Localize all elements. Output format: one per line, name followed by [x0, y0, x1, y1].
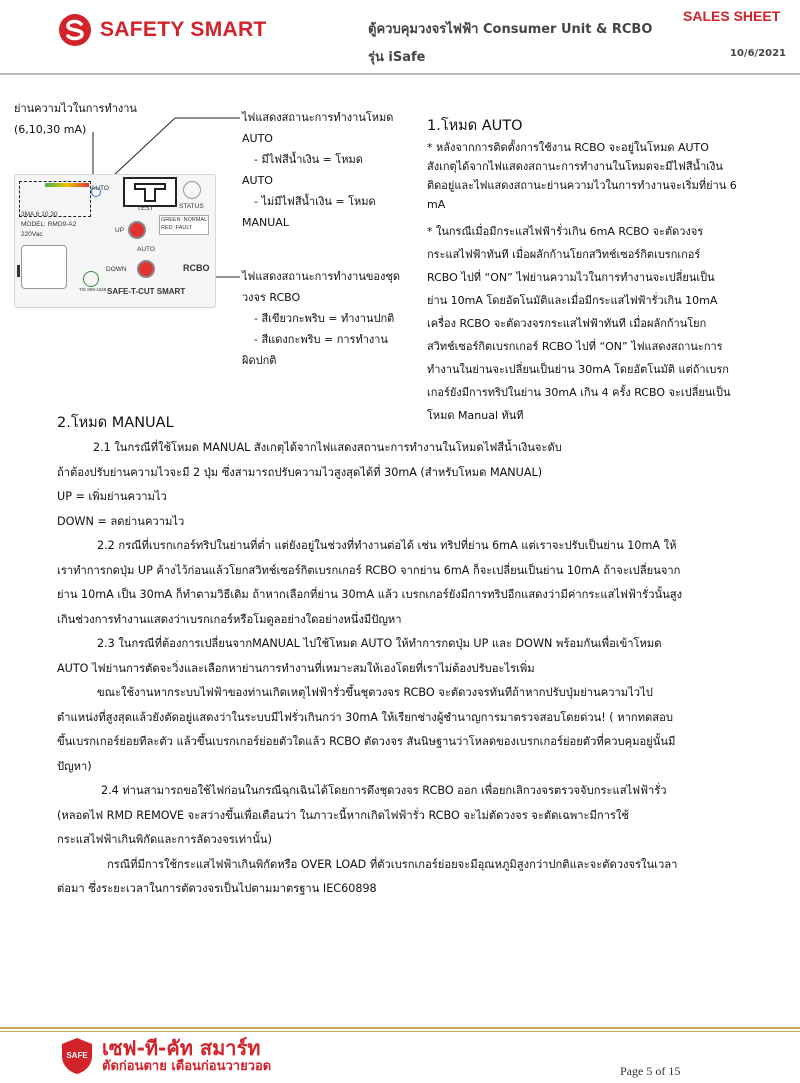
paragraph-line: UP = เพิ่มย่านความไว — [57, 490, 167, 503]
model-label: MODEL: RMD9-A2 — [21, 221, 77, 228]
up-button-icon — [128, 221, 146, 239]
down-button-icon — [137, 260, 155, 278]
paragraph-line: (หลอดไฟ RMD REMOVE จะสว่างขึ้นเพื่อเตือนว่า ในภาวะนี้หากเกิดไฟฟ้ารั่ว RCBO จะไม่ตัดวงจร จะตัดเฉพาะมีการใช้ — [57, 808, 629, 822]
paragraph-line: mA — [427, 198, 446, 211]
callout-line: วงจร RCBO — [242, 291, 301, 304]
section-manual-body — [57, 436, 777, 902]
paragraph-line: สวิทช์เซอร์กิตเบรกเกอร์ RCBO ไปที่ “ON” ไฟแสดงสถานะการ — [427, 340, 723, 353]
paragraph-line: สังเกตุได้จากไฟแสดงสถานะการทำงานในโหมดจะมีไฟสีน้ำเงิน — [427, 160, 723, 173]
test-label: TEST — [137, 205, 154, 212]
paragraph-line: เกินช่วงการทำงานแสดงว่าเบรกเกอร์หรือโมดูลอย่างใดอย่างหนึ่งมีปัญหา — [57, 612, 402, 626]
footer-brand-thai: เซฟ-ที-คัท สมาร์ท — [102, 1036, 261, 1060]
section-auto-heading: 1.โหมด AUTO — [427, 118, 523, 134]
paragraph-line: * หลังจากการติดตั้งการใช้งาน RCBO จะอยู่ในโหมด AUTO — [427, 141, 709, 154]
sheet-type: SALES SHEET — [683, 8, 781, 24]
callout-line: ไฟแสดงสถานะการทำงานของชุด — [242, 270, 400, 283]
legend-normal: GREEN :NORMAL — [161, 217, 208, 223]
callout-line: - มีไฟสีน้ำเงิน = โหมด — [254, 153, 363, 166]
document-date: 10/6/2021 — [730, 48, 787, 59]
paragraph-line: กระแสไฟฟ้าทันที เมื่อผลักก้านโยกสวิทช์เซอร์กิตเบรกเกอร์ — [427, 248, 701, 261]
footer-rule-thin — [0, 1031, 800, 1032]
callout-line: - สีเขียวกะพริบ = ทำงานปกติ — [254, 312, 395, 325]
footer-brand — [60, 1036, 271, 1076]
paragraph-line: กรณีที่มีการใช้กระแสไฟฟ้าเกินพิกัดหรือ OVER LOAD ที่ตัวเบรกเกอร์ย่อยจะมีอุณหภูมิสูงกว่าปกติและจะตัดวงจรในเวลา — [107, 857, 678, 871]
paragraph-line: ย่าน 10mA เป็น 30mA ก็ทำตามวิธีเดิม ถ้าหากเลือกที่ย่าน 30mA แล้ว เบรกเกอร์ยังมีการทริปอีกแสดงว่ามีค่ากระแสไฟฟ้ารั่วนั้นสูง — [57, 588, 683, 601]
document-title: ตู้ควบคุมวงจรไฟฟ้า Consumer Unit & RCBO — [368, 22, 653, 37]
paragraph-line: 2.1 ในกรณีที่ใช้โหมด MANUAL สังเกตุได้จากไฟแสดงสถานะการทำงานในโหมดไฟสีน้ำเงินจะดับ — [93, 441, 562, 454]
legend-fault: RED :FAULT — [161, 225, 193, 231]
paragraph-line: * ในกรณีเมื่อมีกระแสไฟฟ้ารั่วเกิน 6mA RCBO จะตัดวงจร — [427, 225, 704, 238]
paragraph-line: โหมด Manual ทันที — [427, 409, 524, 422]
tis-label: TIS 909-1548 — [79, 287, 107, 292]
up-label: UP — [115, 227, 125, 234]
rcbo-label: RCBO — [183, 263, 210, 273]
callout-line: AUTO — [242, 132, 273, 145]
paragraph-line: กระแสไฟฟ้าเกินพิกัดและการลัดวงจรเท่านั้น) — [57, 833, 272, 846]
paragraph-line: ขึ้นเบรกเกอร์ย่อยทีละตัว แล้วขึ้นเบรกเกอร์ย่อยตัวใดแล้ว RCBO ตัดวงจร สันนิษฐานว่าโหลดของเบรกเกอร์ย่อยตัวที่ควบคุมอยู่นั้นมี — [57, 735, 676, 748]
paragraph-line: เราทำการกดปุ่ม UP ค้างไว้ก่อนแล้วโยกสวิทช์เซอร์กิตเบรกเกอร์ RCBO จากย่าน 6mA ก็จะเปลี่ยนเป็นย่าน 10mA ถ้าจะเปลี่ยนจาก — [57, 563, 681, 577]
paragraph-line: ถ้าต้องปรับย่านความไวจะมี 2 ปุ่ม ซึ่งสามารถปรับความไวสูงสุดได้ที่ 30mA (สำหรับโหมด MANUAL) — [57, 465, 543, 479]
product-model: รุ่น iSafe — [368, 50, 426, 65]
section-auto-paragraph-1 — [427, 138, 777, 214]
paragraph-line: AUTO ไฟย่านการตัดจะวิ่งและเลือกหาย่านการทำงานที่เหมาะสมให้เองโดยที่เราไม่ต้องปรับอะไรเพิ่ม — [57, 661, 535, 675]
range-values: 3MA 6 10 30 — [21, 211, 58, 218]
paragraph-line: ทำงานในย่านจะเปลี่ยนเป็นย่าน 30mA โดยอัตโนมัติ แต่ถ้าเบรก — [427, 363, 729, 376]
footer-slogan: ตัดก่อนตาย เตือนก่อนวายวอด — [102, 1059, 272, 1074]
paragraph-line: ปัญหา) — [57, 759, 92, 773]
safe-t-cut-logo-icon — [60, 1036, 94, 1076]
breaker-slot — [21, 245, 67, 289]
footer-rule — [0, 1027, 800, 1029]
range-label-line: ย่านความไวในการทำงาน — [14, 102, 137, 115]
section-auto-paragraph-2 — [427, 220, 777, 427]
tis-mark-icon — [83, 271, 99, 287]
paragraph-line: ตำแหน่งที่สูงสุดแล้วยังตัดอยู่แสดงว่าในระบบมีไฟรั่วเกินกว่า 30mA ให้เรียกช่างผู้ชำนาญการมาตรวจสอบโดยด่วน! ( หากทดสอบ — [57, 710, 673, 724]
rcbo-device-illustration — [14, 174, 216, 308]
paragraph-line: ต่อมา ซึ่งระยะเวลาในการตัดวงจรเป็นไปตามมาตรฐาน IEC60898 — [57, 882, 377, 895]
paragraph-line: 2.2 กรณีที่เบรกเกอร์ทริปในย่านที่ต่ำ แต่ยังอยู่ในช่วงที่ทำงานต่อได้ เช่น ทริปที่ย่าน 6mA แต่เราจะปรับเป็นย่าน 10mA ให้ — [97, 539, 677, 552]
down-label: DOWN — [106, 266, 127, 273]
paragraph-line: RCBO ไปที่ “ON” ไฟย่านความไวในการทำงานจะเปลี่ยนเป็น — [427, 271, 715, 284]
paragraph-line: DOWN = ลดย่านความไว — [57, 514, 185, 528]
range-label-values: (6,10,30 mA) — [14, 123, 87, 136]
paragraph-line: 2.4 ท่านสามารถขอใช้ไฟก่อนในกรณีฉุกเฉินได้โดยการดึงชุดวงจร RCBO ออก เพื่อยกเลิกวงจรตรวจจับกระแสไฟฟ้ารั่ว — [101, 784, 667, 797]
page-number: Page 5 of 15 — [620, 1064, 681, 1078]
callout-line: - สีแดงกะพริบ = การทำงาน — [254, 333, 388, 346]
brand-name: SAFETY SMART — [100, 18, 267, 41]
paragraph-line: 2.3 ในกรณีที่ต้องการเปลี่ยนจากMANUAL ไปใช้โหมด AUTO ให้ทำการกดปุ่ม UP และ DOWN พร้อมกันเพื่อเข้าโหมด — [97, 637, 662, 650]
voltage-label: 220Vac — [21, 231, 43, 238]
auto-led-label: AUTO — [91, 185, 109, 192]
callout-line: MANUAL — [242, 216, 289, 229]
paragraph-line: ติดอยู่และไฟแสดงสถานะย่านความไวในการทำงานจะเริ่มที่ย่าน 6 — [427, 179, 737, 192]
device-brand: SAFE-T-CUT SMART — [107, 287, 186, 296]
logo-text: SAFE — [66, 1051, 88, 1060]
auto-label: AUTO — [137, 246, 155, 253]
callout-line: ไฟแสดงสถานะการทำงานโหมด — [242, 111, 394, 124]
status-led-icon — [183, 181, 201, 199]
paragraph-line: เครื่อง RCBO จะตัดวงจรกระแสไฟฟ้าทันที เมื่อผลักก้านโยก — [427, 317, 707, 330]
paragraph-line: ย่าน 10mA โดยอัตโนมัติและเมื่อมีกระแสไฟฟ้ารั่วเกิน 10mA — [427, 294, 718, 307]
status-label: STATUS — [179, 203, 204, 210]
paragraph-line: ขณะใช้งานหากระบบไฟฟ้าของท่านเกิดเหตุไฟฟ้ารั่วขึ้นชุดวงจร RCBO จะตัดวงจรทันทีถ้าหากปรับปุ่มย่านความไวไป — [97, 686, 653, 699]
toggle-lever-icon — [17, 265, 20, 277]
test-button — [123, 177, 177, 207]
callout-line: - ไม่มีไฟสีน้ำเงิน = โหมด — [254, 195, 376, 208]
section-manual-heading: 2.โหมด MANUAL — [57, 415, 174, 431]
paragraph-line: เกอร์ยังมีการทริปในย่าน 30mA เกิน 4 ครั้ง RCBO จะเปลี่ยนเป็น — [427, 386, 731, 399]
callout-line: ผิดปกติ — [242, 354, 277, 367]
callout-line: AUTO — [242, 174, 273, 187]
